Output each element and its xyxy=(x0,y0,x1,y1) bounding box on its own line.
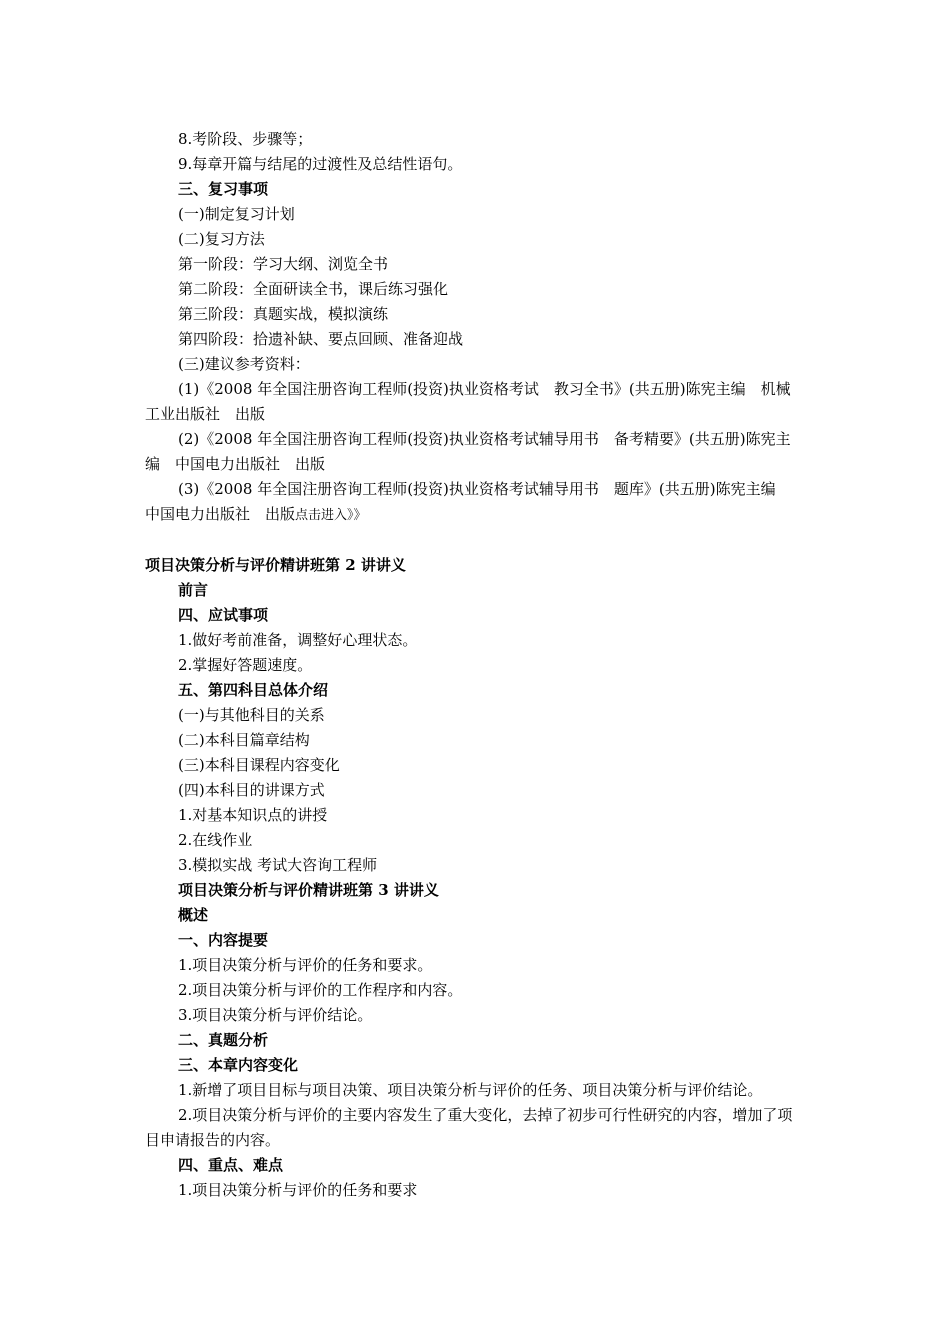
list-item: 3.模拟实战 考试大咨询工程师 xyxy=(178,856,378,874)
section-heading: 二、真题分析 xyxy=(178,1031,269,1049)
section-heading: 三、本章内容变化 xyxy=(178,1056,299,1074)
reference-item: (2)《2008 年全国注册咨询工程师(投资)执业资格考试辅导用书 备考精要》(共五册)陈宪主编 中国电力出版社 出版 xyxy=(145,430,791,473)
list-item: 第三阶段：真题实战，模拟演练 xyxy=(178,305,389,323)
reference-item: (1)《2008 年全国注册咨询工程师(投资)执业资格考试 教习全书》(共五册)陈宪主编 机械工业出版社 出版 xyxy=(145,380,791,423)
list-item: 1.项目决策分析与评价的任务和要求。 xyxy=(178,956,433,974)
spacer xyxy=(145,528,805,553)
list-item: (三)本科目课程内容变化 xyxy=(178,756,340,774)
list-item: 1.对基本知识点的讲授 xyxy=(178,806,328,824)
section-heading: 概述 xyxy=(178,906,209,924)
list-item: 第四阶段：拾遗补缺、要点回顾、准备迎战 xyxy=(178,330,464,348)
enter-link[interactable]: 点击进入》》 xyxy=(295,508,367,523)
list-item: 3.项目决策分析与评价结论。 xyxy=(178,1006,373,1024)
list-item: (四)本科目的讲课方式 xyxy=(178,781,325,799)
reference-text: (3)《2008 年全国注册咨询工程师(投资)执业资格考试辅导用书 题库》(共五册)陈宪主编 中国电力出版社 出版 xyxy=(145,480,791,523)
list-item: (二)复习方法 xyxy=(178,230,265,248)
list-item: 第二阶段：全面研读全书，课后练习强化 xyxy=(178,280,449,298)
list-item: (一)与其他科目的关系 xyxy=(178,706,325,724)
lecture-title: 项目决策分析与评价精讲班第 3 讲讲义 xyxy=(178,881,439,899)
list-item: 第一阶段：学习大纲、浏览全书 xyxy=(178,255,389,273)
list-item: (一)制定复习计划 xyxy=(178,205,295,223)
section-heading: 三、复习事项 xyxy=(178,180,269,198)
list-item: 2.在线作业 xyxy=(178,831,253,849)
list-item: (二)本科目篇章结构 xyxy=(178,731,310,749)
list-item: 1.项目决策分析与评价的任务和要求 xyxy=(178,1181,418,1199)
list-item: 2.项目决策分析与评价的工作程序和内容。 xyxy=(178,981,463,999)
lecture-title: 项目决策分析与评价精讲班第 2 讲讲义 xyxy=(145,556,406,574)
section-heading: 前言 xyxy=(178,581,209,599)
section-heading: 五、第四科目总体介绍 xyxy=(178,681,329,699)
section-heading: 一、内容提要 xyxy=(178,931,269,949)
document-body xyxy=(145,127,805,1203)
reference-item xyxy=(145,477,805,528)
list-item: 8.考阶段、步骤等； xyxy=(178,130,313,148)
list-item: 9.每章开篇与结尾的过渡性及总结性语句。 xyxy=(178,155,463,173)
list-item: 1.做好考前准备，调整好心理状态。 xyxy=(178,631,418,649)
section-heading: 四、重点、难点 xyxy=(178,1156,284,1174)
list-item: 2.掌握好答题速度。 xyxy=(178,656,313,674)
section-heading: 四、应试事项 xyxy=(178,606,269,624)
paragraph: 1.新增了项目目标与项目决策、项目决策分析与评价的任务、项目决策分析与评价结论。 xyxy=(178,1081,763,1099)
paragraph: 2.项目决策分析与评价的主要内容发生了重大变化，去掉了初步可行性研究的内容，增加了项目申请报告的内容。 xyxy=(145,1106,793,1149)
list-item: (三)建议参考资料： xyxy=(178,355,310,373)
